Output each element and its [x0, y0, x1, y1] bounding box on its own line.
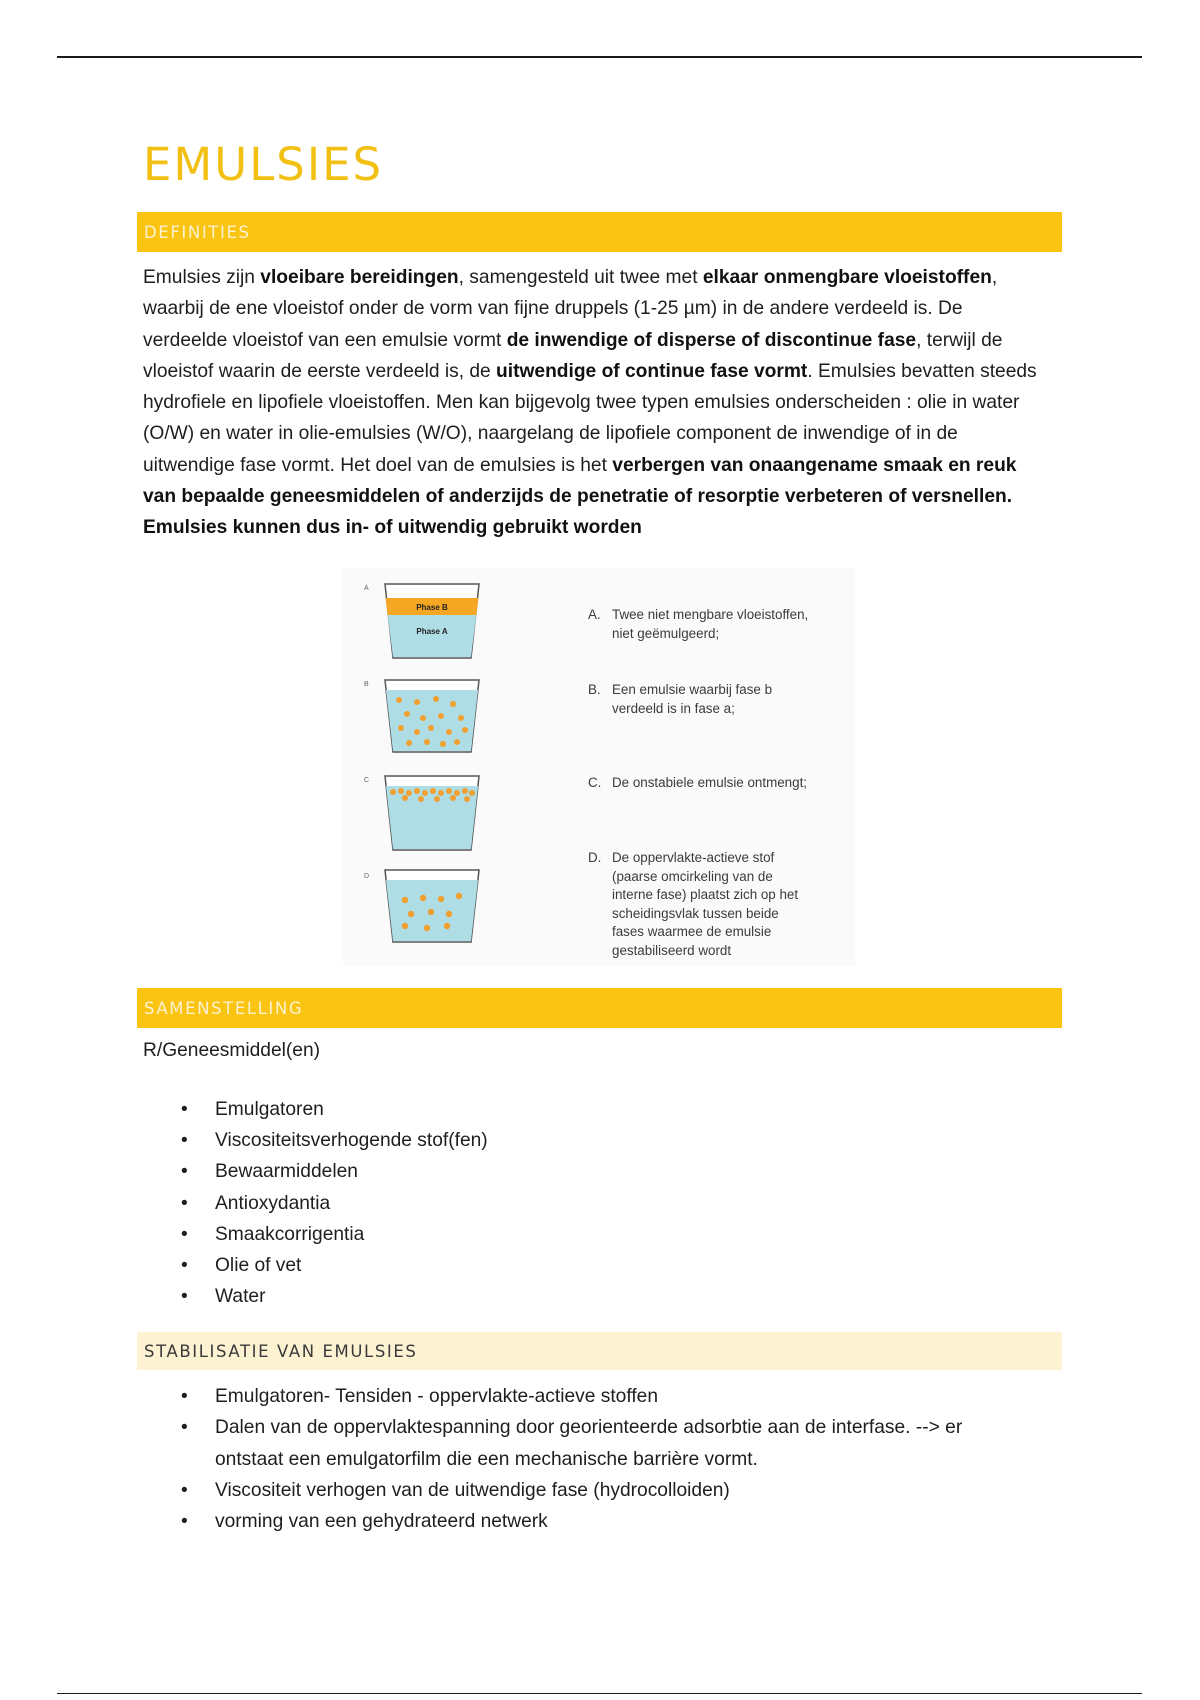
bullet: • — [181, 1286, 188, 1308]
caption-key: B. — [588, 682, 601, 697]
bullet: • — [181, 1386, 188, 1407]
list-item — [0, 1412, 1035, 1475]
list-item-text: Emulgatoren- Tensiden - oppervlakte-actieve stoffen — [215, 1386, 658, 1407]
stabilisatie-list — [0, 1381, 1035, 1537]
caption-key: D. — [588, 850, 602, 865]
beaker-a — [385, 584, 479, 658]
list-item — [0, 1506, 1035, 1537]
list-item — [0, 1156, 1035, 1187]
list-item-text: Olie of vet — [215, 1254, 302, 1276]
phase-a-layer — [388, 615, 477, 657]
bullet: • — [181, 1161, 188, 1183]
caption-a — [588, 606, 843, 643]
list-item-text: Dalen van de oppervlaktespanning door georienteerde adsorbtie aan de interfase. --> er ontstaat een emulgatorfilm die een mechanische barrière vormt. — [215, 1417, 963, 1470]
caption-key: A. — [588, 607, 601, 622]
samenstelling-intro: R/Geneesmiddel(en) — [143, 1040, 321, 1061]
bullet: • — [181, 1479, 188, 1501]
bullet: • — [181, 1417, 188, 1439]
panel-letter-a: A — [364, 585, 369, 592]
list-item-text: Antioxydantia — [215, 1192, 331, 1214]
list-item — [0, 1381, 1035, 1412]
bullet: • — [181, 1192, 188, 1214]
definition-text: Emulsies zijn — [143, 267, 261, 288]
list-item-text: vorming van een gehydrateerd netwerk — [215, 1511, 548, 1533]
beaker-d — [385, 870, 479, 942]
caption-line: verdeeld is in fase a; — [612, 700, 735, 716]
definition-bold-term: vloeibare bereidingen — [260, 267, 459, 288]
caption-line: De oppervlakte-actieve stof — [612, 850, 775, 865]
list-item — [0, 1475, 1035, 1506]
definition-paragraph — [143, 262, 1048, 544]
caption-line: niet geëmulgeerd; — [612, 625, 720, 641]
section-heading-samenstelling: SAMENSTELLING — [137, 988, 1062, 1028]
definition-bold-term: verbergen van onaangename smaak en reuk van bepaalde geneesmiddelen of anderzijds de penetratie of resorptie verbeteren of versnellen. Emulsies kunnen dus in- of uitwendig gebruikt worden — [143, 454, 1017, 539]
panel-letter-c: C — [364, 777, 370, 784]
beaker-b — [385, 680, 479, 752]
list-item — [0, 1188, 1035, 1219]
list-item-text: Smaakcorrigentia — [215, 1223, 365, 1245]
definition-text: , samengesteld uit twee met — [458, 267, 703, 288]
section-heading-stabilisatie: STABILISATIE VAN EMULSIES — [137, 1332, 1062, 1370]
list-item-text: Viscositeit verhogen van de uitwendige fase (hydrocolloiden) — [215, 1479, 730, 1501]
beaker-c — [385, 776, 479, 850]
beaker-illustrations — [343, 568, 588, 966]
caption-line: Twee niet mengbare vloeistoffen, — [612, 607, 809, 622]
samenstelling-list — [0, 1094, 1035, 1312]
definition-text: , waarbij de ene vloeistof onder de vorm van fijne druppels (1-25 µm) in de andere verdeeld is. De verdeelde vloeistof van een emulsie vormt — [143, 267, 998, 351]
caption-line: (paarse omcirkeling van de — [612, 868, 773, 884]
definition-text: . Emulsies bevatten steeds hydrofiele en lipofiele vloeistoffen. Men kan bijgevolg twee typen emulsies onderscheiden : olie in water (O/W) en water in olie-emulsies (W/O), naargelang de lipofiele component de inwendige of in de uitwendige fase vormt. Het doel van de emulsies is het — [143, 360, 1037, 476]
bullet: • — [181, 1130, 188, 1152]
phase-b-label: Phase B — [416, 603, 448, 612]
list-item-text: Emulgatoren — [215, 1099, 324, 1120]
caption-b — [588, 681, 843, 718]
caption-line: fases waarmee de emulsie — [612, 924, 772, 939]
definition-bold-term: uitwendige of continue fase vormt — [496, 360, 808, 382]
header-rule — [57, 56, 1142, 58]
caption-line: scheidingsvlak tussen beide — [612, 905, 779, 921]
definition-bold-term: elkaar onmengbare vloeistoffen — [702, 267, 992, 288]
list-item — [0, 1219, 1035, 1250]
section-heading-definities: DEFINITIES — [137, 212, 1062, 252]
list-item — [0, 1250, 1035, 1281]
list-item — [0, 1281, 1035, 1312]
bullet: • — [181, 1254, 188, 1276]
phase-a-label: Phase A — [416, 627, 448, 636]
list-item-text: Bewaarmiddelen — [215, 1161, 358, 1183]
page-title: EMULSIES — [143, 138, 384, 191]
list-item-text: Water — [215, 1286, 266, 1308]
caption-c — [588, 774, 843, 793]
definition-text: , terwijl de vloeistof waarin de eerste verdeeld is, de — [143, 329, 1003, 382]
emulsion-figure — [343, 568, 855, 966]
panel-letter-d: D — [364, 873, 370, 880]
list-item-text: Viscositeitsverhogende stof(fen) — [215, 1130, 488, 1152]
list-item — [0, 1125, 1035, 1156]
caption-line: interne fase) plaatst zich op het — [612, 887, 799, 902]
bullet: • — [181, 1223, 188, 1245]
list-item — [0, 1094, 1035, 1125]
panel-letter-b: B — [364, 681, 369, 688]
caption-line: Een emulsie waarbij fase b — [612, 682, 773, 697]
caption-d — [588, 849, 843, 960]
bullet: • — [181, 1099, 188, 1120]
footer-rule — [57, 1693, 1142, 1694]
definition-bold-term: de inwendige of disperse of discontinue fase — [506, 329, 917, 351]
bullet: • — [181, 1511, 188, 1533]
caption-line: De onstabiele emulsie ontmengt; — [612, 775, 808, 790]
caption-key: C. — [588, 775, 602, 790]
caption-line: gestabiliseerd wordt — [612, 942, 732, 958]
